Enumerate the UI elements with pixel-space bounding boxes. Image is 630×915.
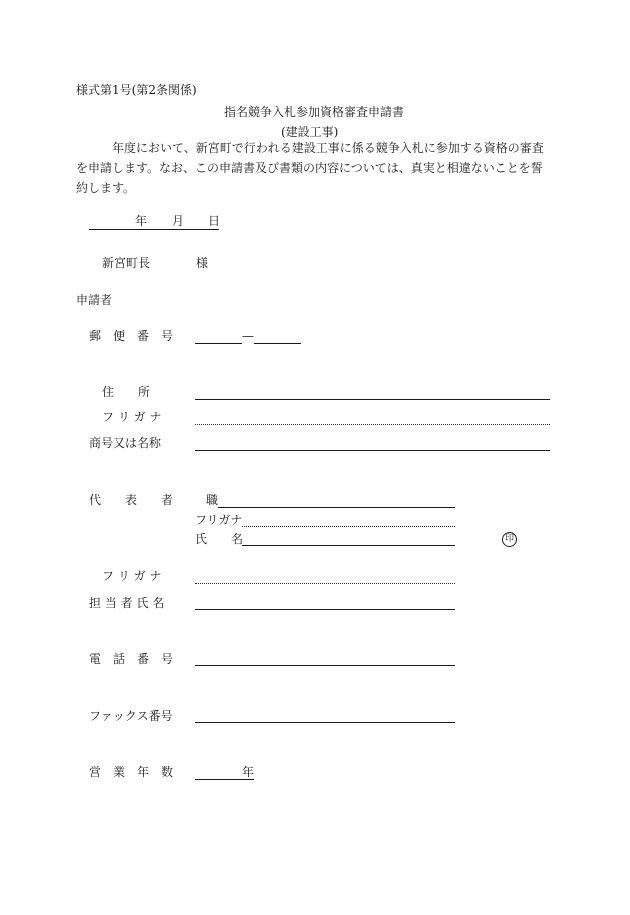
years-field[interactable] (195, 779, 242, 780)
date-underline (89, 229, 219, 230)
addressee-honorific: 様 (196, 256, 209, 270)
years-label: 営 業 年 数 (89, 765, 174, 779)
document-title: 指名競争入札参加資格審査申請書 (224, 105, 405, 119)
representative-furigana-field[interactable] (242, 526, 455, 527)
applicant-label: 申請者 (76, 293, 113, 307)
contact-furigana-label: フ リ ガ ナ (102, 569, 162, 583)
trade-name-field[interactable] (195, 450, 550, 451)
furigana-field[interactable] (195, 424, 550, 425)
postal-field-1[interactable] (195, 343, 242, 344)
document-subtitle: (建設工事) (281, 125, 339, 139)
date-day: 日 (208, 214, 221, 228)
contact-person-label: 担 当 者 氏 名 (89, 596, 165, 610)
representative-position-field[interactable] (218, 507, 455, 508)
contact-person-field[interactable] (195, 609, 455, 610)
phone-label: 電 話 番 号 (89, 652, 174, 666)
address-field[interactable] (195, 399, 550, 400)
postal-label: 郵 便 番 号 (89, 329, 174, 343)
years-unit-underline (242, 779, 254, 780)
date-month: 月 (172, 214, 185, 228)
address-label: 住 所 (102, 385, 151, 399)
years-unit: 年 (242, 765, 255, 779)
addressee-name: 新宮町長 (102, 256, 151, 270)
form-number: 様式第1号(第2条関係) (76, 83, 197, 97)
phone-field[interactable] (195, 665, 455, 666)
trade-name-label: 商号又は名称 (89, 436, 162, 450)
seal-mark: 印 (502, 532, 517, 547)
fax-label: ファックス番号 (89, 709, 173, 723)
representative-label: 代 表 者 (89, 493, 174, 507)
representative-name-label: 氏 名 (195, 532, 244, 546)
fax-field[interactable] (195, 722, 455, 723)
postal-dash: — (242, 329, 254, 343)
representative-name-field[interactable] (242, 545, 455, 546)
representative-furigana-label: フリガナ (195, 513, 243, 527)
postal-field-2[interactable] (254, 343, 301, 344)
representative-position-label: 職 (206, 493, 219, 507)
contact-furigana-field[interactable] (195, 583, 455, 584)
date-year: 年 (135, 214, 148, 228)
intro-paragraph: 年度において、新宮町で行われる建設工事に係る競争入札に参加する資格の審査を申請します。なお、この申請書及び書類の内容については、真実と相違ないことを誓約します。 (76, 141, 544, 195)
furigana-label: フ リ ガ ナ (102, 410, 162, 424)
